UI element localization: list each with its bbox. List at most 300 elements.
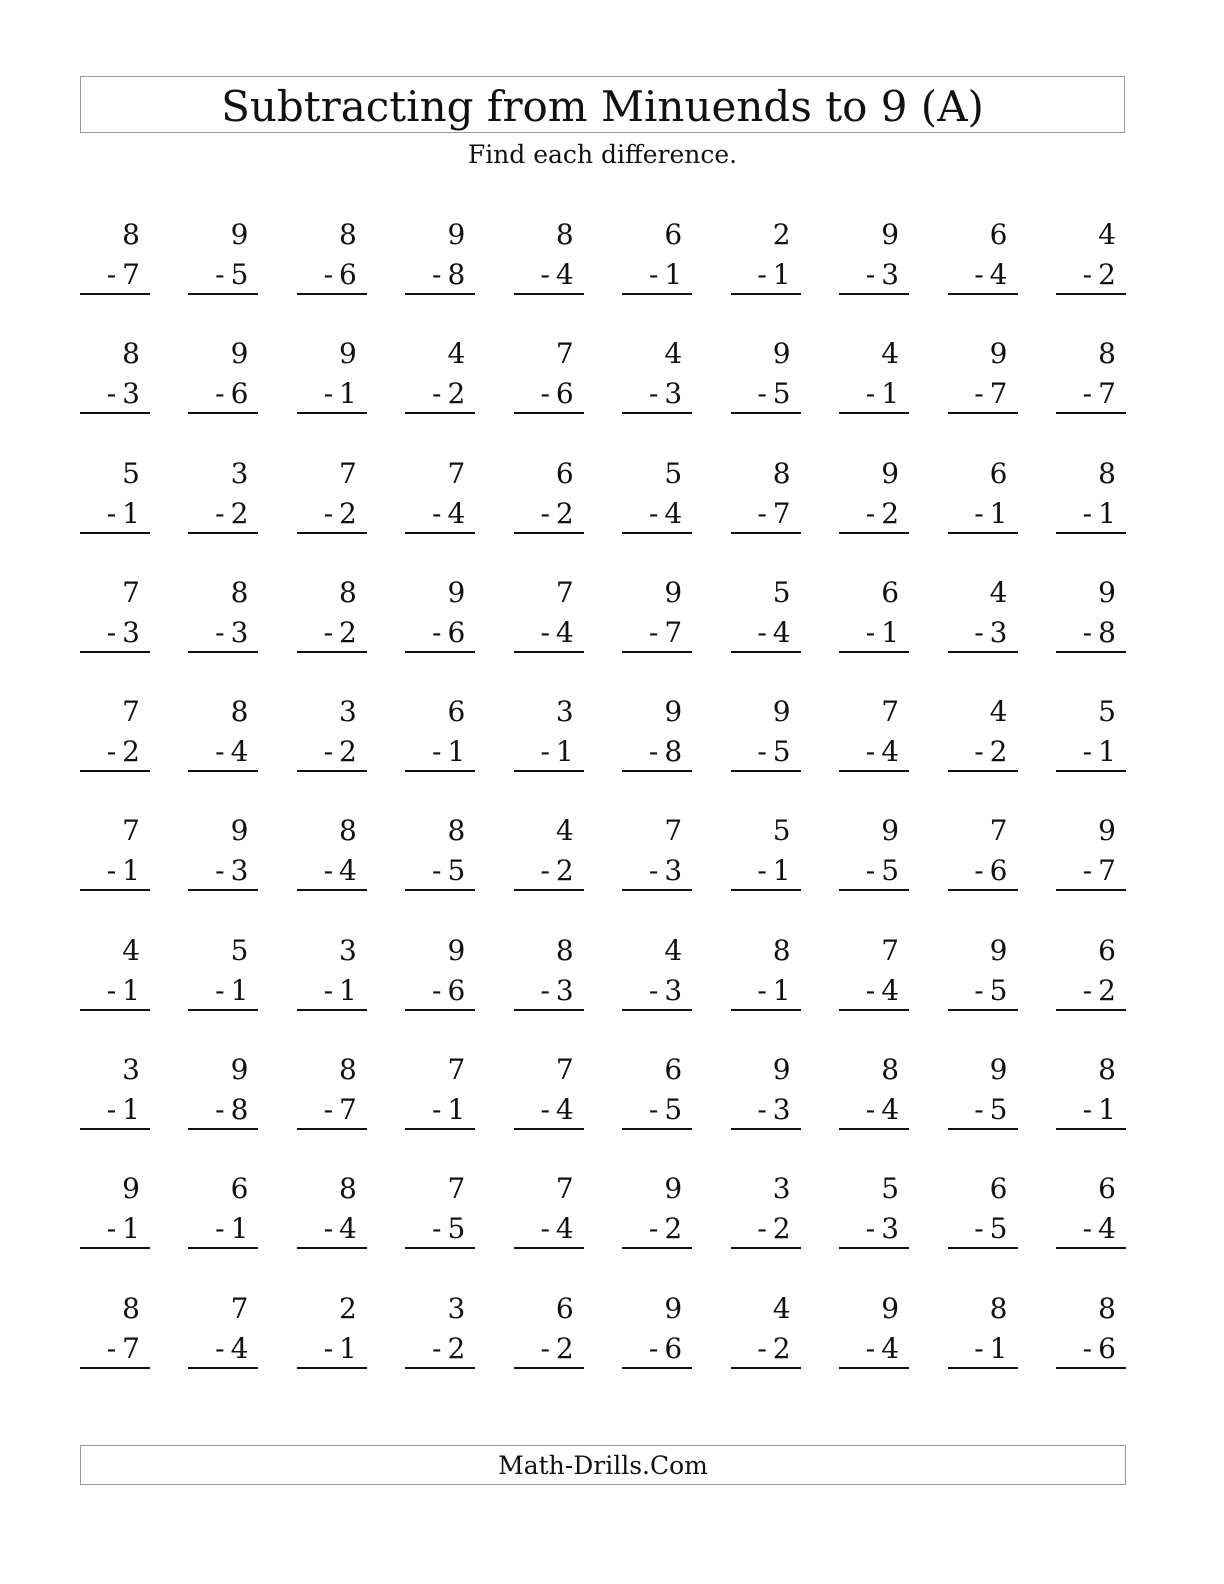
subtrahend-line <box>1056 376 1126 412</box>
minuend: 2 <box>339 1291 357 1325</box>
subtraction-problem <box>839 1287 909 1406</box>
answer-line <box>514 1247 584 1249</box>
footer-text[interactable]: Math-Drills.Com <box>498 1450 708 1480</box>
answer-line <box>297 1128 367 1130</box>
minus-sign: - <box>540 1093 550 1127</box>
subtrahend-line <box>839 853 909 889</box>
minus-sign: - <box>974 258 984 291</box>
subtrahend-line <box>731 734 801 770</box>
subtrahend-line <box>1056 734 1126 770</box>
minus-sign: - <box>865 1093 876 1127</box>
minus-sign: - <box>540 735 550 769</box>
subtrahend-line <box>839 257 909 293</box>
subtrahend-line <box>514 496 584 532</box>
subtraction-problem <box>188 809 258 928</box>
subtrahend: 2 <box>1098 973 1116 1007</box>
answer-line <box>188 1367 258 1369</box>
minuend: 4 <box>772 1291 791 1325</box>
answer-line <box>839 412 909 414</box>
problem-row <box>80 452 1126 571</box>
minuend: 8 <box>1098 337 1116 371</box>
answer-line <box>405 1247 475 1249</box>
subtrahend: 6 <box>1098 1331 1116 1365</box>
subtrahend: 4 <box>339 1212 357 1246</box>
subtrahend-line <box>405 853 475 889</box>
minuend: 8 <box>447 814 466 848</box>
subtraction-problem <box>297 1167 367 1286</box>
subtrahend-line <box>80 496 150 532</box>
subtrahend-line <box>622 615 692 651</box>
subtrahend: 7 <box>122 1331 140 1365</box>
minus-sign: - <box>865 973 876 1007</box>
subtrahend-line <box>405 615 475 651</box>
subtraction-problem <box>514 690 584 809</box>
instructions: Find each difference. <box>467 140 738 169</box>
subtraction-problem <box>731 213 801 332</box>
minuend: 8 <box>230 575 249 609</box>
minuend: 8 <box>772 456 791 490</box>
subtrahend-line <box>622 1331 692 1367</box>
subtraction-problem <box>188 452 258 571</box>
minuend: 6 <box>989 218 1008 251</box>
answer-line <box>188 1009 258 1011</box>
minuend: 9 <box>664 1291 683 1325</box>
subtraction-problem <box>948 1287 1018 1406</box>
minus-sign: - <box>215 1093 225 1127</box>
answer-line <box>1056 770 1126 772</box>
answer-line <box>1056 889 1126 891</box>
answer-line <box>297 1367 367 1369</box>
subtrahend: 1 <box>122 496 140 530</box>
answer-line <box>948 412 1018 414</box>
minus-sign: - <box>323 496 334 530</box>
subtrahend-line <box>514 1092 584 1128</box>
problem-row <box>80 1167 1126 1286</box>
subtrahend: 1 <box>881 615 900 649</box>
answer-line <box>622 1009 692 1011</box>
subtrahend: 3 <box>122 615 140 649</box>
minuend: 6 <box>989 1172 1008 1206</box>
answer-line <box>839 1367 909 1369</box>
minus-sign: - <box>323 1212 334 1246</box>
answer-line <box>188 532 258 534</box>
subtrahend-line <box>405 257 475 293</box>
subtrahend: 2 <box>339 615 357 649</box>
subtraction-problem <box>80 452 150 571</box>
minus-sign: - <box>648 1212 659 1246</box>
subtrahend: 7 <box>1098 854 1116 888</box>
minuend: 8 <box>989 1291 1008 1325</box>
answer-line <box>405 293 475 295</box>
subtrahend: 7 <box>772 496 791 530</box>
answer-line <box>622 1367 692 1369</box>
subtrahend-line <box>622 1211 692 1247</box>
subtrahend: 1 <box>555 735 574 769</box>
answer-line <box>80 651 150 653</box>
answer-line <box>948 651 1018 653</box>
subtrahend: 5 <box>989 973 1008 1007</box>
subtrahend: 5 <box>447 854 466 888</box>
minus-sign: - <box>648 615 659 649</box>
answer-line <box>731 532 801 534</box>
minuend: 4 <box>881 337 900 371</box>
subtrahend: 1 <box>772 258 791 291</box>
minus-sign: - <box>865 1331 876 1365</box>
subtrahend: 8 <box>447 258 466 291</box>
minuend: 7 <box>881 695 900 729</box>
answer-line <box>839 1247 909 1249</box>
subtrahend-line <box>80 734 150 770</box>
subtrahend: 2 <box>772 1331 791 1365</box>
answer-line <box>514 532 584 534</box>
answer-line <box>80 889 150 891</box>
answer-line <box>80 1367 150 1369</box>
minuend: 7 <box>664 814 683 848</box>
subtrahend: 3 <box>664 854 683 888</box>
minus-sign: - <box>757 1331 767 1365</box>
minuend: 4 <box>555 814 574 848</box>
subtraction-problem <box>297 690 367 809</box>
minus-sign: - <box>540 496 550 530</box>
subtraction-problem <box>622 452 692 571</box>
subtrahend-line <box>514 257 584 293</box>
subtrahend: 1 <box>881 377 900 411</box>
subtraction-problem <box>80 213 150 332</box>
subtrahend-line <box>80 973 150 1009</box>
answer-line <box>405 1367 475 1369</box>
subtrahend: 2 <box>230 496 249 530</box>
minus-sign: - <box>648 496 659 530</box>
minuend: 9 <box>772 695 791 729</box>
minuend: 9 <box>881 814 900 848</box>
answer-line <box>514 412 584 414</box>
subtraction-problem <box>731 1287 801 1406</box>
minuend: 6 <box>881 575 900 609</box>
minus-sign: - <box>323 258 334 291</box>
subtraction-problem <box>839 213 909 332</box>
subtrahend: 3 <box>664 377 683 411</box>
subtrahend-line <box>1056 1331 1126 1367</box>
minuend: 4 <box>989 575 1008 609</box>
minus-sign: - <box>106 1212 117 1246</box>
subtrahend: 4 <box>339 854 357 888</box>
minus-sign: - <box>323 735 334 769</box>
subtrahend-line <box>297 1211 367 1247</box>
subtraction-problem <box>1056 690 1126 809</box>
minus-sign: - <box>323 377 334 411</box>
subtrahend-line <box>297 615 367 651</box>
minus-sign: - <box>432 973 442 1007</box>
minuend: 3 <box>230 456 249 490</box>
subtrahend: 2 <box>339 735 357 769</box>
minus-sign: - <box>215 1331 225 1365</box>
minus-sign: - <box>1082 1212 1093 1246</box>
subtraction-problem <box>839 809 909 928</box>
minuend: 8 <box>339 575 357 609</box>
subtraction-problem <box>80 332 150 451</box>
answer-line <box>297 1247 367 1249</box>
minus-sign: - <box>865 1212 876 1246</box>
subtrahend: 4 <box>230 1331 249 1365</box>
subtrahend-line <box>948 973 1018 1009</box>
subtraction-problem <box>80 571 150 690</box>
subtraction-problem <box>297 1287 367 1406</box>
minuend: 7 <box>447 1172 466 1206</box>
answer-line <box>839 1009 909 1011</box>
minuend: 7 <box>555 337 574 371</box>
subtrahend-line <box>297 496 367 532</box>
answer-line <box>514 1128 584 1130</box>
minus-sign: - <box>215 496 225 530</box>
subtrahend-line <box>622 853 692 889</box>
answer-line <box>948 1128 1018 1130</box>
minuend: 9 <box>664 695 683 729</box>
minuend: 7 <box>555 575 574 609</box>
minus-sign: - <box>106 496 117 530</box>
subtraction-problem <box>188 213 258 332</box>
subtrahend: 4 <box>664 496 683 530</box>
answer-line <box>731 1128 801 1130</box>
answer-line <box>80 1128 150 1130</box>
subtrahend: 4 <box>555 1093 574 1127</box>
subtrahend-line <box>622 496 692 532</box>
subtrahend-line <box>731 496 801 532</box>
problem-row <box>80 332 1126 451</box>
subtraction-problem <box>948 332 1018 451</box>
answer-line <box>1056 1247 1126 1249</box>
minus-sign: - <box>1082 496 1093 530</box>
title-box <box>80 76 1125 133</box>
subtrahend-line <box>188 1092 258 1128</box>
subtrahend-line <box>297 734 367 770</box>
minus-sign: - <box>432 1093 442 1127</box>
minus-sign: - <box>540 973 550 1007</box>
subtrahend: 3 <box>122 377 140 411</box>
subtraction-problem <box>731 1048 801 1167</box>
subtrahend: 3 <box>881 1212 900 1246</box>
minus-sign: - <box>106 1093 117 1127</box>
subtrahend-line <box>297 257 367 293</box>
answer-line <box>1056 1367 1126 1369</box>
minus-sign: - <box>106 973 117 1007</box>
minus-sign: - <box>1082 973 1093 1007</box>
answer-line <box>188 651 258 653</box>
subtrahend-line <box>622 376 692 412</box>
subtrahend-line <box>80 615 150 651</box>
minus-sign: - <box>865 258 876 291</box>
subtrahend-line <box>731 376 801 412</box>
answer-line <box>80 293 150 295</box>
minuend: 3 <box>447 1291 466 1325</box>
answer-line <box>622 651 692 653</box>
answer-line <box>622 889 692 891</box>
subtraction-problem <box>405 929 475 1048</box>
subtrahend-line <box>1056 496 1126 532</box>
answer-line <box>731 889 801 891</box>
minuend: 9 <box>447 933 466 967</box>
minus-sign: - <box>323 615 334 649</box>
minuend: 7 <box>122 575 140 609</box>
minuend: 2 <box>772 218 791 251</box>
problem-row <box>80 213 1126 332</box>
subtraction-problem <box>80 1048 150 1167</box>
minus-sign: - <box>1082 377 1093 411</box>
subtrahend: 6 <box>555 377 574 411</box>
subtrahend: 1 <box>122 1212 140 1246</box>
minus-sign: - <box>323 1093 334 1127</box>
subtrahend-line <box>839 973 909 1009</box>
minuend: 4 <box>664 933 683 967</box>
subtraction-problem <box>1056 332 1126 451</box>
subtrahend: 1 <box>230 1212 249 1246</box>
subtrahend-line <box>948 376 1018 412</box>
subtraction-problem <box>297 452 367 571</box>
subtrahend: 5 <box>772 735 791 769</box>
subtraction-problem <box>839 332 909 451</box>
minus-sign: - <box>323 854 334 888</box>
minus-sign: - <box>974 496 984 530</box>
subtrahend-line <box>731 257 801 293</box>
subtrahend-line <box>1056 1092 1126 1128</box>
minus-sign: - <box>865 615 876 649</box>
subtrahend: 2 <box>664 1212 683 1246</box>
minuend: 4 <box>1098 218 1116 251</box>
minus-sign: - <box>432 1331 442 1365</box>
minus-sign: - <box>648 1093 659 1127</box>
subtrahend: 2 <box>772 1212 791 1246</box>
minus-sign: - <box>1082 854 1093 888</box>
answer-line <box>1056 412 1126 414</box>
subtrahend-line <box>514 973 584 1009</box>
subtrahend: 1 <box>447 1093 466 1127</box>
minus-sign: - <box>540 854 550 888</box>
subtrahend-line <box>405 734 475 770</box>
answer-line <box>948 532 1018 534</box>
minus-sign: - <box>974 973 984 1007</box>
subtrahend-line <box>80 853 150 889</box>
minus-sign: - <box>757 1212 767 1246</box>
minuend: 3 <box>339 933 357 967</box>
minuend: 6 <box>230 1172 249 1206</box>
answer-line <box>297 1009 367 1011</box>
answer-line <box>948 293 1018 295</box>
minus-sign: - <box>757 973 767 1007</box>
problem-row <box>80 809 1126 928</box>
subtrahend: 3 <box>555 973 574 1007</box>
problem-grid <box>80 213 1126 1406</box>
subtrahend-line <box>948 615 1018 651</box>
minus-sign: - <box>974 1212 984 1246</box>
minuend: 5 <box>881 1172 900 1206</box>
minuend: 7 <box>881 933 900 967</box>
subtraction-problem <box>622 809 692 928</box>
minus-sign: - <box>865 377 876 411</box>
minus-sign: - <box>106 1331 117 1365</box>
minus-sign: - <box>540 258 550 291</box>
subtraction-problem <box>188 690 258 809</box>
minuend: 9 <box>989 933 1008 967</box>
answer-line <box>405 1128 475 1130</box>
minus-sign: - <box>648 854 659 888</box>
subtraction-problem <box>188 929 258 1048</box>
answer-line <box>405 1009 475 1011</box>
minuend: 9 <box>447 218 466 251</box>
minus-sign: - <box>974 1331 984 1365</box>
subtrahend-line <box>622 257 692 293</box>
minuend: 9 <box>447 575 466 609</box>
subtraction-problem <box>514 213 584 332</box>
subtrahend: 1 <box>989 496 1008 530</box>
subtraction-problem <box>188 1287 258 1406</box>
answer-line <box>297 889 367 891</box>
minuend: 6 <box>989 456 1008 490</box>
answer-line <box>405 412 475 414</box>
subtrahend-line <box>622 1092 692 1128</box>
problem-row <box>80 571 1126 690</box>
subtrahend-line <box>297 973 367 1009</box>
answer-line <box>405 770 475 772</box>
subtraction-problem <box>839 452 909 571</box>
subtrahend-line <box>514 734 584 770</box>
minuend: 9 <box>1098 575 1116 609</box>
subtrahend: 2 <box>555 496 574 530</box>
answer-line <box>1056 1128 1126 1130</box>
minuend: 6 <box>664 1053 683 1087</box>
minuend: 9 <box>772 337 791 371</box>
minuend: 7 <box>122 814 140 848</box>
minus-sign: - <box>974 377 984 411</box>
subtrahend-line <box>948 1211 1018 1247</box>
subtrahend: 2 <box>447 377 466 411</box>
answer-line <box>622 412 692 414</box>
subtrahend-line <box>80 376 150 412</box>
answer-line <box>80 532 150 534</box>
subtrahend: 2 <box>555 854 574 888</box>
subtraction-problem <box>839 1167 909 1286</box>
subtraction-problem <box>731 1167 801 1286</box>
subtrahend: 1 <box>230 973 249 1007</box>
answer-line <box>839 1128 909 1130</box>
subtrahend: 6 <box>989 854 1008 888</box>
minuend: 8 <box>1098 1291 1116 1325</box>
subtraction-problem <box>1056 452 1126 571</box>
subtraction-problem <box>514 809 584 928</box>
minuend: 6 <box>447 695 466 729</box>
subtraction-problem <box>731 332 801 451</box>
subtrahend-line <box>188 1331 258 1367</box>
subtraction-problem <box>948 809 1018 928</box>
subtrahend-line <box>405 1211 475 1247</box>
minus-sign: - <box>323 973 334 1007</box>
answer-line <box>948 1367 1018 1369</box>
minuend: 9 <box>881 1291 900 1325</box>
subtrahend: 1 <box>122 973 140 1007</box>
minuend: 7 <box>989 814 1008 848</box>
subtrahend-line <box>1056 1211 1126 1247</box>
minus-sign: - <box>974 615 984 649</box>
minuend: 9 <box>772 1053 791 1087</box>
subtraction-problem <box>948 690 1018 809</box>
minuend: 9 <box>881 218 900 251</box>
minus-sign: - <box>540 1331 550 1365</box>
minus-sign: - <box>106 735 117 769</box>
subtrahend-line <box>839 615 909 651</box>
subtrahend: 4 <box>772 615 791 649</box>
subtraction-problem <box>297 571 367 690</box>
subtraction-problem <box>297 809 367 928</box>
minuend: 5 <box>122 456 140 490</box>
subtraction-problem <box>405 452 475 571</box>
